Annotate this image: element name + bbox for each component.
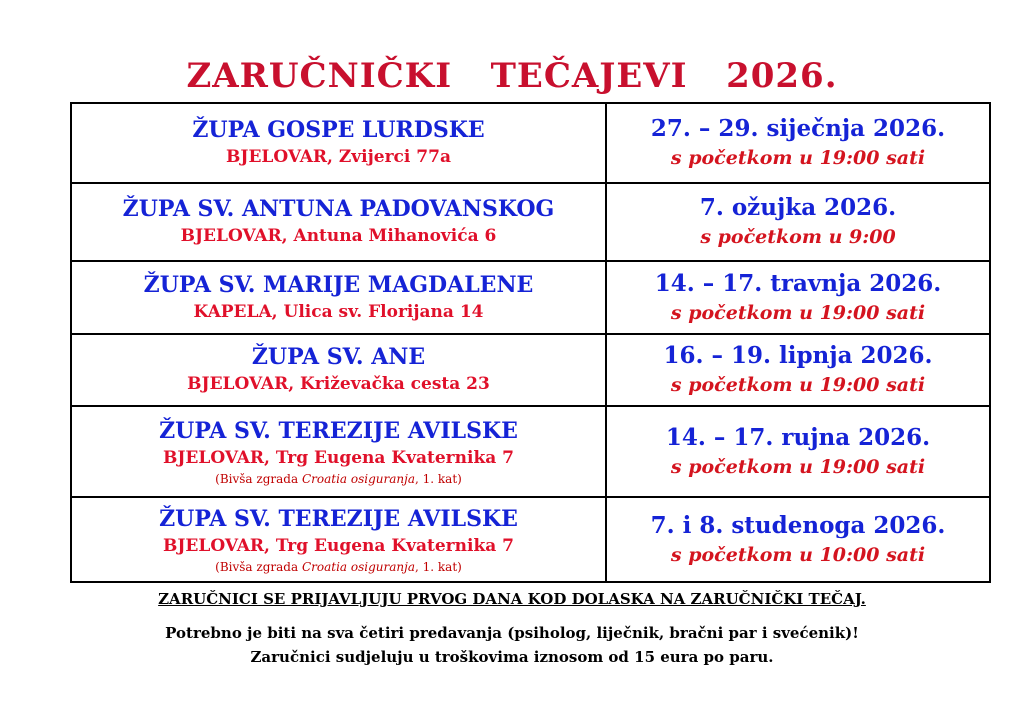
course-dates: 27. – 29. siječnja 2026.	[650, 115, 946, 142]
parish-address: BJELOVAR, Trg Eugena Kvaternika 7	[163, 535, 514, 556]
course-dates: 7. i 8. studenoga 2026.	[650, 511, 946, 539]
date-cell	[606, 334, 990, 406]
course-row	[71, 497, 990, 582]
parish-address: BJELOVAR, Križevačka cesta 23	[187, 374, 490, 394]
registration-notice: ZARUČNICI SE PRIJAVLJUJU PRVOG DANA KOD DOLASKA NA ZARUČNIČKI TEČAJ.	[158, 590, 866, 608]
parish-name: ŽUPA SV. MARIJE MAGDALENE	[143, 271, 534, 298]
parish-address-note: (Bivša zgrada Croatia osiguranja, 1. kat)	[215, 559, 462, 574]
parish-cell	[71, 261, 606, 334]
page-title: ZARUČNIČKI TEČAJEVI 2026.	[186, 56, 838, 96]
parish-cell	[71, 497, 606, 582]
parish-name: ŽUPA GOSPE LURDSKE	[192, 117, 485, 143]
parish-name: ŽUPA SV. ANE	[251, 344, 426, 370]
parish-address-note: (Bivša zgrada Croatia osiguranja, 1. kat)	[215, 471, 462, 486]
date-cell	[606, 497, 990, 582]
attendance-requirement: Potrebno je biti na sva četiri predavanja (psiholog, liječnik, bračni par i svećenik)!	[165, 624, 859, 642]
parish-name: ŽUPA SV. TEREZIJE AVILSKE	[159, 417, 518, 444]
course-row	[71, 103, 990, 183]
date-cell	[606, 103, 990, 183]
parish-address: BJELOVAR, Antuna Mihanovića 6	[180, 226, 497, 246]
parish-name: ŽUPA SV. TEREZIJE AVILSKE	[159, 505, 518, 532]
course-start-time: s početkom u 10:00 sati	[670, 543, 926, 566]
parish-cell	[71, 334, 606, 406]
parish-cell	[71, 183, 606, 261]
course-start-time: s početkom u 19:00 sati	[670, 301, 926, 324]
course-row	[71, 334, 990, 406]
course-row	[71, 261, 990, 334]
parish-address: KAPELA, Ulica sv. Florijana 14	[193, 301, 484, 322]
course-row	[71, 406, 990, 497]
date-cell	[606, 406, 990, 497]
parish-cell	[71, 406, 606, 497]
course-start-time: s početkom u 19:00 sati	[670, 374, 926, 396]
course-start-time: s početkom u 19:00 sati	[670, 455, 926, 478]
date-cell	[606, 183, 990, 261]
cost-notice: Zaručnici sudjeluju u troškovima iznosom od 15 eura po paru.	[250, 648, 774, 666]
parish-address: BJELOVAR, Trg Eugena Kvaternika 7	[163, 447, 514, 468]
course-dates: 14. – 17. rujna 2026.	[665, 423, 931, 451]
parish-cell	[71, 103, 606, 183]
course-dates: 16. – 19. lipnja 2026.	[663, 342, 933, 369]
parish-address: BJELOVAR, Zvijerci 77a	[226, 147, 451, 167]
course-dates: 7. ožujka 2026.	[699, 194, 897, 221]
parish-name: ŽUPA SV. ANTUNA PADOVANSKOG	[122, 196, 555, 222]
courses-table	[70, 102, 991, 583]
course-start-time: s početkom u 9:00	[700, 226, 896, 248]
course-dates: 14. – 17. travnja 2026.	[654, 269, 942, 297]
course-row	[71, 183, 990, 261]
date-cell	[606, 261, 990, 334]
course-start-time: s početkom u 19:00 sati	[670, 147, 926, 169]
